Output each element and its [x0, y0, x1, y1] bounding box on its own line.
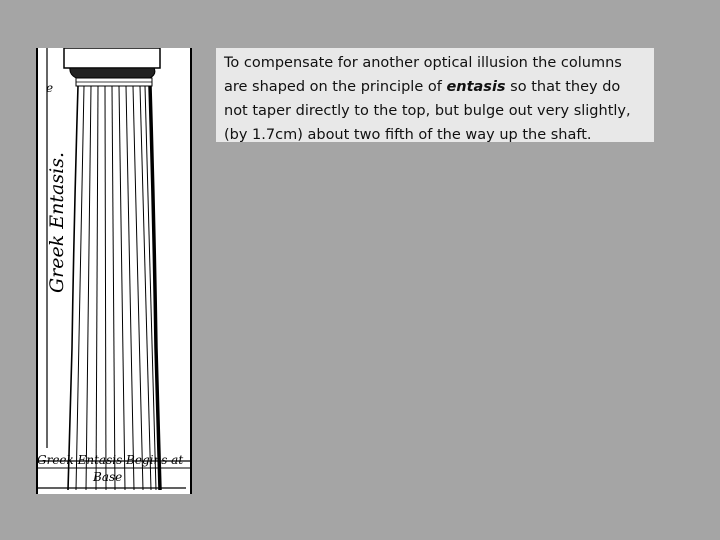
- base-label: Base: [93, 470, 123, 484]
- bottom-label: Greek Entasis Begins at: [37, 453, 184, 467]
- shaft-flutes: [76, 86, 156, 490]
- caption-text-after: so that they do not taper directly to the top, but bulge out very slightly, (by 1.7cm) about two fifth of the way up the shaft.: [224, 79, 631, 143]
- column-entasis-figure: [36, 48, 192, 494]
- shaft-right-edge: [150, 86, 160, 490]
- vertical-label: Greek Entasis.: [46, 152, 68, 293]
- shaft-left-edge: [68, 86, 78, 490]
- caption-emphasis: entasis: [446, 79, 506, 95]
- caption-text-box: [216, 48, 654, 142]
- column-illustration: [36, 48, 192, 494]
- vertical-letter: e: [46, 81, 54, 95]
- column-echinus: [70, 68, 155, 78]
- caption-text-before: To compensate for another optical illusion the columns are shaped on the principle of: [224, 55, 622, 95]
- column-abacus: [64, 48, 160, 68]
